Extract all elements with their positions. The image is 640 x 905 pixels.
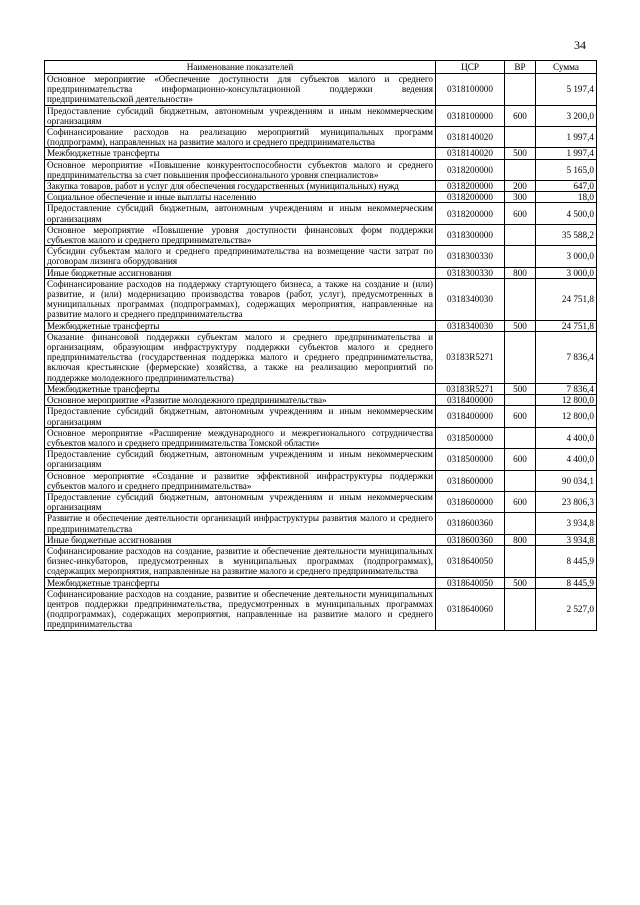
cell-sum: 12 800,0 xyxy=(536,395,597,406)
cell-sum: 5 165,0 xyxy=(536,159,597,180)
table-row xyxy=(45,159,597,180)
cell-sum: 90 034,1 xyxy=(536,470,597,491)
table-row xyxy=(45,203,597,224)
cell-sum: 647,0 xyxy=(536,181,597,192)
cell-vr xyxy=(505,545,536,577)
table-row xyxy=(45,148,597,159)
header-name: Наименование показателей xyxy=(45,61,436,74)
table-row xyxy=(45,127,597,148)
cell-sum: 3 200,0 xyxy=(536,105,597,126)
cell-csr: 0318400000 xyxy=(436,395,505,406)
cell-sum: 1 997,4 xyxy=(536,148,597,159)
cell-sum: 4 400,0 xyxy=(536,449,597,470)
cell-vr xyxy=(505,159,536,180)
table-row xyxy=(45,320,597,331)
cell-csr: 0318300330 xyxy=(436,267,505,278)
cell-sum: 24 751,8 xyxy=(536,278,597,320)
cell-csr: 0318640060 xyxy=(436,588,505,630)
cell-vr xyxy=(505,588,536,630)
cell-vr xyxy=(505,127,536,148)
cell-name: Межбюджетные трансферты xyxy=(45,383,436,394)
cell-csr: 0318140020 xyxy=(436,148,505,159)
cell-csr: 0318340030 xyxy=(436,320,505,331)
cell-sum: 12 800,0 xyxy=(536,406,597,427)
page-number: 34 xyxy=(574,38,586,52)
cell-vr xyxy=(505,74,536,106)
table-header-row xyxy=(45,61,597,74)
cell-vr: 800 xyxy=(505,267,536,278)
cell-csr: 0318600360 xyxy=(436,534,505,545)
cell-csr: 0318100000 xyxy=(436,74,505,106)
cell-sum: 3 000,0 xyxy=(536,267,597,278)
header-sum: Сумма xyxy=(536,61,597,74)
cell-name: Межбюджетные трансферты xyxy=(45,148,436,159)
table-row xyxy=(45,449,597,470)
cell-name: Софинансирование расходов на реализацию мероприятий муниципальных программ (подпрограмм), направленных на развитие малого и среднего предпринимательства xyxy=(45,127,436,148)
cell-name: Предоставление субсидий бюджетным, автономным учреждениям и иным некоммерческим организациям xyxy=(45,105,436,126)
table-row xyxy=(45,577,597,588)
cell-vr: 600 xyxy=(505,105,536,126)
cell-csr: 0318200000 xyxy=(436,203,505,224)
cell-sum: 2 527,0 xyxy=(536,588,597,630)
cell-csr: 0318200000 xyxy=(436,181,505,192)
cell-sum: 23 806,3 xyxy=(536,491,597,512)
table-row xyxy=(45,278,597,320)
cell-sum: 18,0 xyxy=(536,192,597,203)
cell-vr: 200 xyxy=(505,181,536,192)
cell-sum: 4 500,0 xyxy=(536,203,597,224)
cell-csr: 03183R5271 xyxy=(436,331,505,383)
cell-csr: 03183R5271 xyxy=(436,383,505,394)
cell-vr: 600 xyxy=(505,203,536,224)
table-row xyxy=(45,267,597,278)
cell-name: Иные бюджетные ассигнования xyxy=(45,534,436,545)
table-row xyxy=(45,491,597,512)
cell-sum: 35 588,2 xyxy=(536,224,597,245)
cell-csr: 0318600000 xyxy=(436,491,505,512)
table-row xyxy=(45,105,597,126)
table-row xyxy=(45,383,597,394)
table-row xyxy=(45,545,597,577)
cell-vr: 500 xyxy=(505,383,536,394)
cell-csr: 0318340030 xyxy=(436,278,505,320)
cell-vr: 300 xyxy=(505,192,536,203)
cell-sum: 4 400,0 xyxy=(536,427,597,448)
cell-name: Субсидии субъектам малого и среднего предпринимательства на возмещение части затрат по договорам лизинга оборудования xyxy=(45,246,436,267)
table-row xyxy=(45,427,597,448)
header-vr: ВР xyxy=(505,61,536,74)
cell-csr: 0318200000 xyxy=(436,192,505,203)
cell-name: Основное мероприятие «Расширение международного и межрегионального сотрудничества субъектов малого и среднего предпринимательства Томской области» xyxy=(45,427,436,448)
table-row xyxy=(45,74,597,106)
cell-vr: 600 xyxy=(505,449,536,470)
cell-name: Основное мероприятие «Повышение конкурентоспособности субъектов малого и среднего предпринимательства за счет повышения профессионального уровня специалистов» xyxy=(45,159,436,180)
table-row xyxy=(45,192,597,203)
table-row xyxy=(45,224,597,245)
header-csr: ЦСР xyxy=(436,61,505,74)
cell-vr xyxy=(505,224,536,245)
table-row xyxy=(45,181,597,192)
budget-table xyxy=(44,60,597,631)
cell-csr: 0318100000 xyxy=(436,105,505,126)
cell-name: Межбюджетные трансферты xyxy=(45,577,436,588)
table-row xyxy=(45,588,597,630)
cell-vr xyxy=(505,246,536,267)
cell-sum: 5 197,4 xyxy=(536,74,597,106)
cell-csr: 0318600360 xyxy=(436,513,505,534)
cell-csr: 0318300330 xyxy=(436,246,505,267)
cell-csr: 0318400000 xyxy=(436,406,505,427)
cell-csr: 0318500000 xyxy=(436,449,505,470)
cell-name: Предоставление субсидий бюджетным, автономным учреждениям и иным некоммерческим организациям xyxy=(45,203,436,224)
table-row xyxy=(45,470,597,491)
cell-sum: 3 000,0 xyxy=(536,246,597,267)
cell-sum: 24 751,8 xyxy=(536,320,597,331)
cell-vr: 500 xyxy=(505,320,536,331)
table-row xyxy=(45,331,597,383)
cell-vr xyxy=(505,513,536,534)
cell-sum: 3 934,8 xyxy=(536,513,597,534)
cell-name: Закупка товаров, работ и услуг для обеспечения государственных (муниципальных) нужд xyxy=(45,181,436,192)
table-body xyxy=(45,74,597,631)
table-row xyxy=(45,513,597,534)
cell-csr: 0318140020 xyxy=(436,127,505,148)
cell-sum: 7 836,4 xyxy=(536,383,597,394)
cell-vr: 500 xyxy=(505,148,536,159)
cell-name: Софинансирование расходов на создание, развитие и обеспечение деятельности муниципальных центров поддержки предпринимательства, предусмотренных в муниципальных программах (подпрограммах), содержащих мероприятия, направленные на развитие малого и среднего предпринимательства xyxy=(45,588,436,630)
cell-csr: 0318500000 xyxy=(436,427,505,448)
cell-vr: 600 xyxy=(505,491,536,512)
cell-vr: 500 xyxy=(505,577,536,588)
cell-name: Основное мероприятие «Развитие молодежного предпринимательства» xyxy=(45,395,436,406)
cell-vr: 600 xyxy=(505,406,536,427)
cell-csr: 0318200000 xyxy=(436,159,505,180)
cell-name: Предоставление субсидий бюджетным, автономным учреждениям и иным некоммерческим организациям xyxy=(45,491,436,512)
cell-csr: 0318640050 xyxy=(436,577,505,588)
cell-name: Софинансирование расходов на поддержку стартующего бизнеса, а также на создание и (или) развитие, и (или) модернизацию производства товаров (работ, услуг), предусмотренных в муниципальных программах (подпрограммах), содержащих мероприятия, направленные на развитие малого и среднего предпринимательства xyxy=(45,278,436,320)
cell-csr: 0318640050 xyxy=(436,545,505,577)
cell-sum: 8 445,9 xyxy=(536,545,597,577)
table-row xyxy=(45,534,597,545)
cell-vr: 800 xyxy=(505,534,536,545)
cell-vr xyxy=(505,331,536,383)
cell-name: Предоставление субсидий бюджетным, автономным учреждениям и иным некоммерческим организациям xyxy=(45,406,436,427)
cell-vr xyxy=(505,395,536,406)
cell-sum: 3 934,8 xyxy=(536,534,597,545)
cell-name: Иные бюджетные ассигнования xyxy=(45,267,436,278)
cell-vr xyxy=(505,427,536,448)
cell-sum: 7 836,4 xyxy=(536,331,597,383)
cell-name: Межбюджетные трансферты xyxy=(45,320,436,331)
cell-name: Развитие и обеспечение деятельности организаций инфраструктуры развития малого и среднего предпринимательства xyxy=(45,513,436,534)
cell-name: Оказание финансовой поддержки субъектам малого и среднего предпринимательства и организациям, образующим инфраструктуру поддержки субъектов малого и среднего предпринимательства (государственная поддержка малого и среднего предпринимательства, включая крестьянские (фермерские) хозяйства, а также на реализацию мероприятий по поддержке молодежного предпринимательства) xyxy=(45,331,436,383)
cell-name: Основное мероприятие «Создание и развитие эффективной инфраструктуры поддержки субъектов малого и среднего предпринимательства» xyxy=(45,470,436,491)
cell-name: Социальное обеспечение и иные выплаты населению xyxy=(45,192,436,203)
cell-sum: 1 997,4 xyxy=(536,127,597,148)
cell-vr xyxy=(505,470,536,491)
table-row xyxy=(45,246,597,267)
cell-sum: 8 445,9 xyxy=(536,577,597,588)
cell-name: Софинансирование расходов на создание, развитие и обеспечение деятельности муниципальных бизнес-инкубаторов, предусмотренных в муниципальных программах (подпрограммах), содержащих мероприятия, направленные на развитие малого и среднего предпринимательства xyxy=(45,545,436,577)
cell-csr: 0318300000 xyxy=(436,224,505,245)
cell-name: Предоставление субсидий бюджетным, автономным учреждениям и иным некоммерческим организациям xyxy=(45,449,436,470)
cell-csr: 0318600000 xyxy=(436,470,505,491)
table-row xyxy=(45,406,597,427)
cell-name: Основное мероприятие «Повышение уровня доступности финансовых форм поддержки субъектов малого и среднего предпринимательства» xyxy=(45,224,436,245)
cell-vr xyxy=(505,278,536,320)
cell-name: Основное мероприятие «Обеспечение доступности для субъектов малого и среднего предпринимательства информационно-консультационной поддержки ведения предпринимательской деятельности» xyxy=(45,74,436,106)
table-row xyxy=(45,395,597,406)
